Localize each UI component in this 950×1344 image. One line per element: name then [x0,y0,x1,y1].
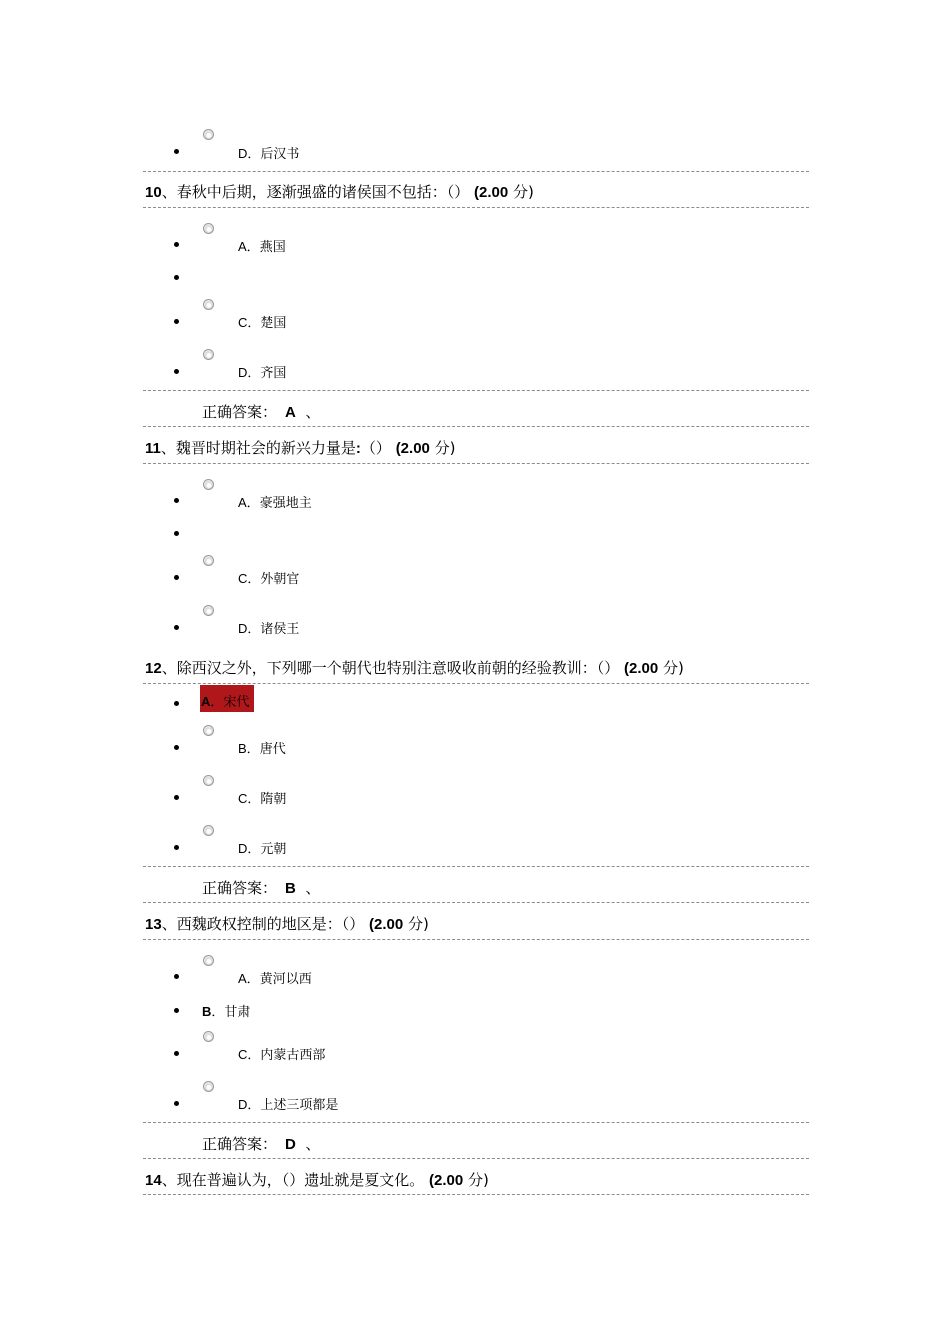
divider [143,902,809,903]
correct-answer: 正确答案： D 、 [202,1135,321,1153]
list-bullet [174,625,179,630]
list-bullet [174,369,179,374]
list-bullet [174,795,179,800]
list-bullet [174,242,179,247]
question-10: 10、春秋中后期，逐渐强盛的诸侯国不包括：（） (2.00 分) [145,183,534,201]
question-12: 12、除西汉之外，下列哪一个朝代也特别注意吸收前朝的经验教训：（） (2.00 分) [145,659,684,677]
list-bullet [174,701,179,706]
option-d[interactable]: D．元朝 [238,841,287,857]
option-a[interactable]: A．黄河以西 [238,971,312,987]
correct-answer: 正确答案： A 、 [202,403,321,421]
question-14: 14、现在普遍认为，（）遗址就是夏文化。 (2.00 分) [145,1171,489,1189]
divider [143,1158,809,1159]
radio-button[interactable] [203,955,214,966]
list-bullet [174,1008,179,1013]
divider [143,207,809,208]
selected-option-a[interactable]: A．宋代 [200,685,254,712]
option-a[interactable]: A．燕国 [238,239,286,255]
divider [143,426,809,427]
radio-button[interactable] [203,605,214,616]
list-bullet [174,319,179,324]
divider [143,683,809,684]
divider [143,866,809,867]
list-bullet [174,1101,179,1106]
option-d[interactable]: D．后汉书 [238,146,300,162]
option-a[interactable]: A．豪强地主 [238,495,312,511]
divider [143,1194,809,1195]
radio-button[interactable] [203,725,214,736]
list-bullet [174,531,179,536]
question-13: 13、西魏政权控制的地区是：（） (2.00 分) [145,915,429,933]
list-bullet [174,498,179,503]
option-c[interactable]: C．内蒙古西部 [238,1047,326,1063]
radio-button[interactable] [203,1081,214,1092]
divider [143,390,809,391]
radio-button[interactable] [203,825,214,836]
option-c[interactable]: C．外朝官 [238,571,300,587]
radio-button[interactable] [203,479,214,490]
radio-button[interactable] [203,349,214,360]
radio-button[interactable] [203,775,214,786]
option-c[interactable]: C．隋朝 [238,791,287,807]
option-d[interactable]: D．上述三项都是 [238,1097,339,1113]
option-d[interactable]: D．齐国 [238,365,287,381]
list-bullet [174,149,179,154]
radio-button[interactable] [203,129,214,140]
radio-button[interactable] [203,299,214,310]
list-bullet [174,745,179,750]
list-bullet [174,1051,179,1056]
option-b[interactable]: B．甘肃 [202,1004,251,1020]
list-bullet [174,275,179,280]
list-bullet [174,974,179,979]
radio-button[interactable] [203,1031,214,1042]
divider [143,171,809,172]
divider [143,463,809,464]
radio-button[interactable] [203,223,214,234]
divider [143,1122,809,1123]
option-b[interactable]: B．唐代 [238,741,286,757]
radio-button[interactable] [203,555,214,566]
question-11: 11、魏晋时期社会的新兴力量是:（） (2.00 分) [145,439,456,457]
divider [143,939,809,940]
option-c[interactable]: C．楚国 [238,315,287,331]
correct-answer: 正确答案： B 、 [202,879,321,897]
list-bullet [174,845,179,850]
option-d[interactable]: D．诸侯王 [238,621,300,637]
list-bullet [174,575,179,580]
